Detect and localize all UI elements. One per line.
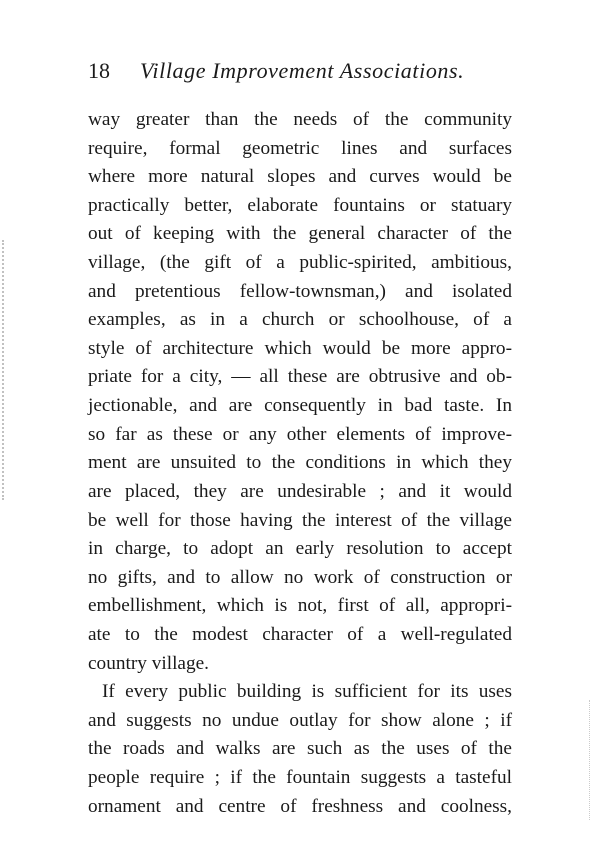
text-line: and pretentious fellow-townsman,) and isolated: [88, 280, 512, 302]
scan-margin-artifact: [2, 240, 6, 500]
text-line: in charge, to adopt an early resolution to accept: [88, 538, 512, 560]
text-line: examples, as in a church or schoolhouse, of a: [88, 309, 512, 331]
text-line: where more natural slopes and curves would be: [88, 166, 512, 188]
text-line: ate to the modest character of a well-regulated: [88, 623, 512, 645]
text-line: so far as these or any other elements of improve-: [88, 423, 512, 445]
text-line: country village.: [88, 652, 210, 674]
text-line: If every public building is sufficient for its uses: [102, 681, 512, 703]
text-line: priate for a city, — all these are obtrusive and ob-: [88, 366, 512, 388]
page-body: [88, 106, 512, 821]
text-line: require, formal geometric lines and surfaces: [88, 137, 512, 159]
text-line: out of keeping with the general character of the: [88, 223, 512, 245]
running-header: [88, 58, 464, 84]
text-line: way greater than the needs of the community: [88, 109, 512, 130]
text-line: be well for those having the interest of the village: [88, 509, 512, 531]
text-line: village, (the gift of a public-spirited, ambitious,: [88, 252, 512, 274]
text-line: the roads and walks are such as the uses of the: [88, 738, 512, 760]
text-line: embellishment, which is not, first of all, appropri-: [88, 595, 512, 617]
text-line: style of architecture which would be more appro-: [88, 337, 512, 359]
page-number: 18: [88, 58, 110, 83]
running-title: Village Improvement Associations.: [140, 58, 465, 83]
text-line: people require ; if the fountain suggests a tasteful: [88, 767, 512, 789]
text-line: jectionable, and are consequently in bad taste. In: [88, 395, 512, 417]
text-line: ornament and centre of freshness and coolness,: [88, 795, 512, 817]
text-line: practically better, elaborate fountains or statuary: [88, 194, 512, 216]
text-line: no gifts, and to allow no work of construction or: [88, 566, 512, 588]
text-line: ment are unsuited to the conditions in which they: [88, 452, 512, 474]
scan-margin-artifact: [589, 700, 592, 820]
text-line: are placed, they are undesirable ; and it would: [88, 480, 512, 502]
text-line: and suggests no undue outlay for show alone ; if: [88, 709, 512, 731]
